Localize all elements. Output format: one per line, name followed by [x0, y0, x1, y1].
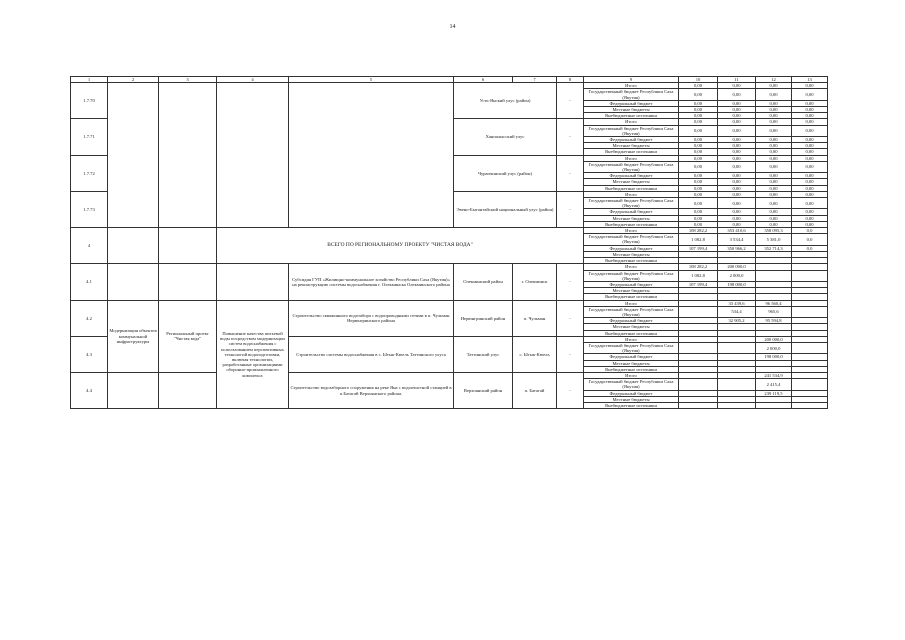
- source-label: Федеральный бюджет: [584, 281, 679, 287]
- value-cell: 0,00: [792, 185, 828, 191]
- value-cell: [792, 402, 828, 408]
- place-cell: п. Чульман: [513, 300, 557, 336]
- value-cell: 241 534,9: [756, 372, 792, 378]
- place-cell: г. Олекминск: [513, 264, 557, 300]
- value-cell: 33 439,6: [718, 300, 756, 306]
- value-cell: 0,00: [792, 113, 828, 119]
- row-number: 4.2: [71, 300, 108, 336]
- value-cell: 0,00: [718, 113, 756, 119]
- value-cell: 0,00: [679, 173, 718, 179]
- item-name: Строительство водозаборного сооружения на реке Яна с водоочистной станцией в п.Батагай Верхоянского района.: [289, 372, 454, 408]
- source-label: Итого: [584, 228, 679, 234]
- value-cell: 0,00: [792, 173, 828, 179]
- source-label: Итого: [584, 119, 679, 125]
- dash-cell: -: [557, 191, 584, 227]
- value-cell: 0,00: [718, 119, 756, 125]
- value-cell: 0,00: [756, 149, 792, 155]
- value-cell: 0,00: [756, 215, 792, 221]
- value-cell: 0,00: [718, 173, 756, 179]
- empty-cell: [289, 83, 454, 228]
- area-cell: Ханпалысский улус: [454, 119, 557, 155]
- value-cell: 0,00: [718, 125, 756, 136]
- value-cell: 0,00: [679, 119, 718, 125]
- value-cell: 3 534,4: [718, 234, 756, 245]
- value-cell: 0,00: [679, 161, 718, 172]
- goal-cell: Повышение качества питьевой воды посредством модернизации систем водоснабжения с использованием перспективных технологий водоподготовки, включая технологии, разработанные организациями оборонно-промышленного комплекса: [217, 300, 289, 409]
- value-cell: 0,00: [679, 83, 718, 89]
- source-label: Внебюджетные источники: [584, 149, 679, 155]
- empty-cell: [108, 264, 159, 300]
- value-cell: 0,00: [792, 143, 828, 149]
- value-cell: [679, 342, 718, 353]
- value-cell: 2 000,0: [718, 270, 756, 281]
- value-cell: 0,00: [792, 215, 828, 221]
- value-cell: 0,00: [718, 191, 756, 197]
- value-cell: 0,00: [792, 83, 828, 89]
- value-cell: [756, 270, 792, 281]
- source-label: Итого: [584, 191, 679, 197]
- source-label: Государственный бюджет Республики Саха (Якутия): [584, 342, 679, 353]
- value-cell: 0,00: [718, 185, 756, 191]
- value-cell: 0,00: [679, 209, 718, 215]
- value-cell: 0,00: [679, 185, 718, 191]
- value-cell: 0,00: [756, 100, 792, 106]
- value-cell: 0,00: [756, 113, 792, 119]
- dash-cell: -: [557, 119, 584, 155]
- place-cell: с. Ытык-Кюель: [513, 336, 557, 372]
- value-cell: 0,00: [718, 161, 756, 172]
- value-cell: 0,00: [792, 198, 828, 209]
- header-cell: 1: [71, 77, 108, 83]
- source-label: Внебюджетные источники: [584, 258, 679, 264]
- source-label: Внебюджетные источники: [584, 185, 679, 191]
- value-cell: 0,00: [718, 209, 756, 215]
- value-cell: 200 000,0: [756, 336, 792, 342]
- header-cell: 12: [756, 77, 792, 83]
- value-cell: 0,00: [718, 155, 756, 161]
- value-cell: 198 000,0: [756, 354, 792, 360]
- empty-cell: [159, 83, 217, 228]
- value-cell: 0,00: [718, 137, 756, 143]
- value-cell: 0,00: [792, 107, 828, 113]
- value-cell: 0,00: [718, 149, 756, 155]
- value-cell: 0,00: [679, 155, 718, 161]
- source-label: Итого: [584, 83, 679, 89]
- value-cell: 0,00: [756, 107, 792, 113]
- source-label: Местные бюджеты: [584, 396, 679, 402]
- source-label: Местные бюджеты: [584, 360, 679, 366]
- value-cell: 2 000,0: [756, 342, 792, 353]
- empty-cell: [159, 228, 217, 264]
- header-cell: 2: [108, 77, 159, 83]
- source-label: Внебюджетные источники: [584, 294, 679, 300]
- value-cell: 0,00: [756, 143, 792, 149]
- value-cell: 107 199,4: [679, 281, 718, 287]
- value-cell: 108 282,2: [679, 264, 718, 270]
- value-cell: 350 966,2: [718, 245, 756, 251]
- page-number: 14: [449, 24, 456, 30]
- value-cell: 965,6: [756, 306, 792, 317]
- value-cell: 108 282,2: [679, 228, 718, 234]
- source-label: Итого: [584, 155, 679, 161]
- row-number: 4.3: [71, 336, 108, 372]
- row-number: 1.7.72: [71, 155, 108, 191]
- value-cell: 0,00: [792, 221, 828, 227]
- value-cell: 0,0: [792, 234, 828, 245]
- value-cell: [679, 379, 718, 390]
- empty-cell: [159, 264, 217, 300]
- empty-cell: [108, 372, 159, 408]
- source-label: Местные бюджеты: [584, 215, 679, 221]
- value-cell: 0,00: [756, 155, 792, 161]
- value-cell: 0,00: [718, 89, 756, 100]
- value-cell: 0,00: [679, 149, 718, 155]
- value-cell: 0,00: [756, 209, 792, 215]
- empty-cell: [108, 83, 159, 228]
- value-cell: [718, 402, 756, 408]
- empty-cell: [108, 228, 159, 264]
- source-label: Федеральный бюджет: [584, 209, 679, 215]
- area-cell: Чурапчинский улус (район): [454, 155, 557, 191]
- value-cell: 0,00: [679, 191, 718, 197]
- dash-cell: -: [557, 372, 584, 408]
- header-cell: 7: [513, 77, 557, 83]
- item-name: Строительство скважинного водозабора с водопроводными сетями в п. Чульман Нерюнгринского района: [289, 300, 454, 336]
- value-cell: 2 415,4: [756, 379, 792, 390]
- area-cell: Усть-Янский улус (район): [454, 83, 557, 119]
- value-cell: 0,00: [756, 173, 792, 179]
- value-cell: 0,00: [756, 185, 792, 191]
- value-cell: 96 560,4: [756, 300, 792, 306]
- header-cell: 4: [217, 77, 289, 83]
- source-label: Федеральный бюджет: [584, 354, 679, 360]
- value-cell: 0,00: [756, 221, 792, 227]
- item-name: Субсидия ГУП «Жилищно-коммунальное хозяйство Республики Саха (Якутия)» на реконструкцию системы водоснабжения г. Олекминска Олекминского района: [289, 264, 454, 300]
- value-cell: 0,00: [792, 179, 828, 185]
- source-label: Внебюджетные источники: [584, 330, 679, 336]
- header-cell: 10: [679, 77, 718, 83]
- value-cell: 32 905,2: [718, 318, 756, 324]
- value-cell: 0,00: [756, 179, 792, 185]
- value-cell: 0,00: [756, 83, 792, 89]
- area-cell: Эвено-Бытантайский национальный улус (район): [454, 191, 557, 227]
- value-cell: [792, 342, 828, 353]
- source-label: Итого: [584, 300, 679, 306]
- header-cell: 8: [557, 77, 584, 83]
- value-cell: 0,00: [792, 155, 828, 161]
- value-cell: [792, 306, 828, 317]
- value-cell: 0,00: [679, 100, 718, 106]
- area-cell: Верхоянский район: [454, 372, 513, 408]
- source-label: Местные бюджеты: [584, 143, 679, 149]
- row-number: 1.7.70: [71, 83, 108, 119]
- value-cell: 0,00: [718, 107, 756, 113]
- value-cell: 0,00: [718, 215, 756, 221]
- source-label: Государственный бюджет Республики Саха (Якутия): [584, 270, 679, 281]
- value-cell: 0,00: [756, 137, 792, 143]
- row-number: 4: [71, 228, 108, 264]
- source-label: Федеральный бюджет: [584, 390, 679, 396]
- program-table: [70, 76, 828, 409]
- value-cell: 0,00: [756, 119, 792, 125]
- value-cell: 0,00: [792, 137, 828, 143]
- value-cell: 0,00: [718, 221, 756, 227]
- value-cell: 0,00: [756, 161, 792, 172]
- category-cell: Модернизация объектов коммунальной инфраструктуры: [108, 300, 159, 372]
- value-cell: 0,00: [718, 83, 756, 89]
- value-cell: 0,00: [679, 143, 718, 149]
- value-cell: 0,00: [679, 89, 718, 100]
- value-cell: 0,00: [679, 137, 718, 143]
- value-cell: 0,00: [792, 119, 828, 125]
- value-cell: 0,00: [679, 221, 718, 227]
- source-label: Местные бюджеты: [584, 251, 679, 257]
- source-label: Внебюджетные источники: [584, 113, 679, 119]
- dash-cell: -: [557, 155, 584, 191]
- empty-cell: [159, 372, 217, 408]
- source-label: Итого: [584, 264, 679, 270]
- value-cell: 239 119,5: [756, 390, 792, 396]
- area-cell: Таттинский улус: [454, 336, 513, 372]
- source-label: Государственный бюджет Республики Саха (Якутия): [584, 306, 679, 317]
- source-label: Внебюджетные источники: [584, 402, 679, 408]
- value-cell: 0,00: [679, 198, 718, 209]
- dash-cell: -: [557, 300, 584, 336]
- source-label: Федеральный бюджет: [584, 318, 679, 324]
- header-cell: 3: [159, 77, 217, 83]
- source-label: Внебюджетные источники: [584, 221, 679, 227]
- value-cell: [792, 379, 828, 390]
- value-cell: 0,00: [756, 191, 792, 197]
- value-cell: [679, 402, 718, 408]
- source-label: Федеральный бюджет: [584, 245, 679, 251]
- row-number: 1.7.71: [71, 119, 108, 155]
- place-cell: п. Батагай: [513, 372, 557, 408]
- project-title: ВСЕГО ПО РЕГИОНАЛЬНОМУ ПРОЕКТУ "ЧИСТАЯ ВОДА": [217, 228, 584, 264]
- project-cell: Региональный проект "Чистая вода": [159, 300, 217, 372]
- source-label: Местные бюджеты: [584, 288, 679, 294]
- value-cell: [718, 342, 756, 353]
- value-cell: 95 594,8: [756, 318, 792, 324]
- header-cell: 11: [718, 77, 756, 83]
- header-cell: 9: [584, 77, 679, 83]
- source-label: Итого: [584, 336, 679, 342]
- dash-cell: -: [557, 83, 584, 119]
- value-cell: 0,00: [792, 149, 828, 155]
- value-cell: 198 000,0: [718, 281, 756, 287]
- value-cell: [679, 306, 718, 317]
- value-cell: 0,00: [792, 100, 828, 106]
- header-cell: 6: [454, 77, 513, 83]
- empty-cell: [217, 264, 289, 300]
- value-cell: 0,00: [679, 179, 718, 185]
- dash-cell: -: [557, 264, 584, 300]
- value-cell: 0,00: [679, 215, 718, 221]
- source-label: Местные бюджеты: [584, 107, 679, 113]
- value-cell: 200 000,0: [718, 264, 756, 270]
- row-number: 1.7.73: [71, 191, 108, 227]
- value-cell: 0,00: [718, 198, 756, 209]
- source-label: Итого: [584, 372, 679, 378]
- row-number: 4.1: [71, 264, 108, 300]
- row-number: 4.4: [71, 372, 108, 408]
- source-label: Государственный бюджет Республики Саха (Якутия): [584, 198, 679, 209]
- source-label: Государственный бюджет Республики Саха (Якутия): [584, 379, 679, 390]
- source-label: Местные бюджеты: [584, 324, 679, 330]
- source-label: Государственный бюджет Республики Саха (Якутия): [584, 161, 679, 172]
- value-cell: [756, 402, 792, 408]
- item-name: Строительство системы водоснабжения в с. Ытык-Кюель Таттинского улуса: [289, 336, 454, 372]
- header-cell: 5: [289, 77, 454, 83]
- source-label: Федеральный бюджет: [584, 137, 679, 143]
- value-cell: 0,00: [756, 89, 792, 100]
- value-cell: 0,00: [679, 113, 718, 119]
- value-cell: 0,00: [679, 107, 718, 113]
- value-cell: 5 381,0: [756, 234, 792, 245]
- value-cell: [792, 270, 828, 281]
- value-cell: 0,00: [718, 100, 756, 106]
- value-cell: 534,4: [718, 306, 756, 317]
- value-cell: 0,0: [792, 245, 828, 251]
- empty-cell: [217, 83, 289, 228]
- value-cell: 107 199,4: [679, 245, 718, 251]
- value-cell: 0,00: [792, 209, 828, 215]
- area-cell: Олекминский район: [454, 264, 513, 300]
- area-cell: Нерюнгринский район: [454, 300, 513, 336]
- value-cell: 0,00: [792, 89, 828, 100]
- value-cell: 0,00: [718, 143, 756, 149]
- value-cell: 358 095,3: [756, 228, 792, 234]
- value-cell: 0,0: [792, 228, 828, 234]
- source-label: Федеральный бюджет: [584, 100, 679, 106]
- source-label: Государственный бюджет Республики Саха (Якутия): [584, 125, 679, 136]
- source-label: Государственный бюджет Республики Саха (Якутия): [584, 234, 679, 245]
- source-label: Государственный бюджет Республики Саха (Якутия): [584, 89, 679, 100]
- source-label: Федеральный бюджет: [584, 173, 679, 179]
- value-cell: 0,00: [792, 125, 828, 136]
- value-cell: 0,00: [756, 198, 792, 209]
- value-cell: [718, 379, 756, 390]
- header-cell: 13: [792, 77, 828, 83]
- dash-cell: -: [557, 336, 584, 372]
- table-body: [71, 77, 828, 409]
- value-cell: 0,00: [792, 161, 828, 172]
- value-cell: 0,00: [756, 125, 792, 136]
- value-cell: 352 714,3: [756, 245, 792, 251]
- value-cell: 0,00: [792, 191, 828, 197]
- value-cell: 1 082,8: [679, 234, 718, 245]
- value-cell: 0,00: [679, 125, 718, 136]
- source-label: Местные бюджеты: [584, 179, 679, 185]
- source-label: Внебюджетные источники: [584, 366, 679, 372]
- value-cell: 0,00: [718, 179, 756, 185]
- value-cell: 1 082,8: [679, 270, 718, 281]
- value-cell: 353 410,6: [718, 228, 756, 234]
